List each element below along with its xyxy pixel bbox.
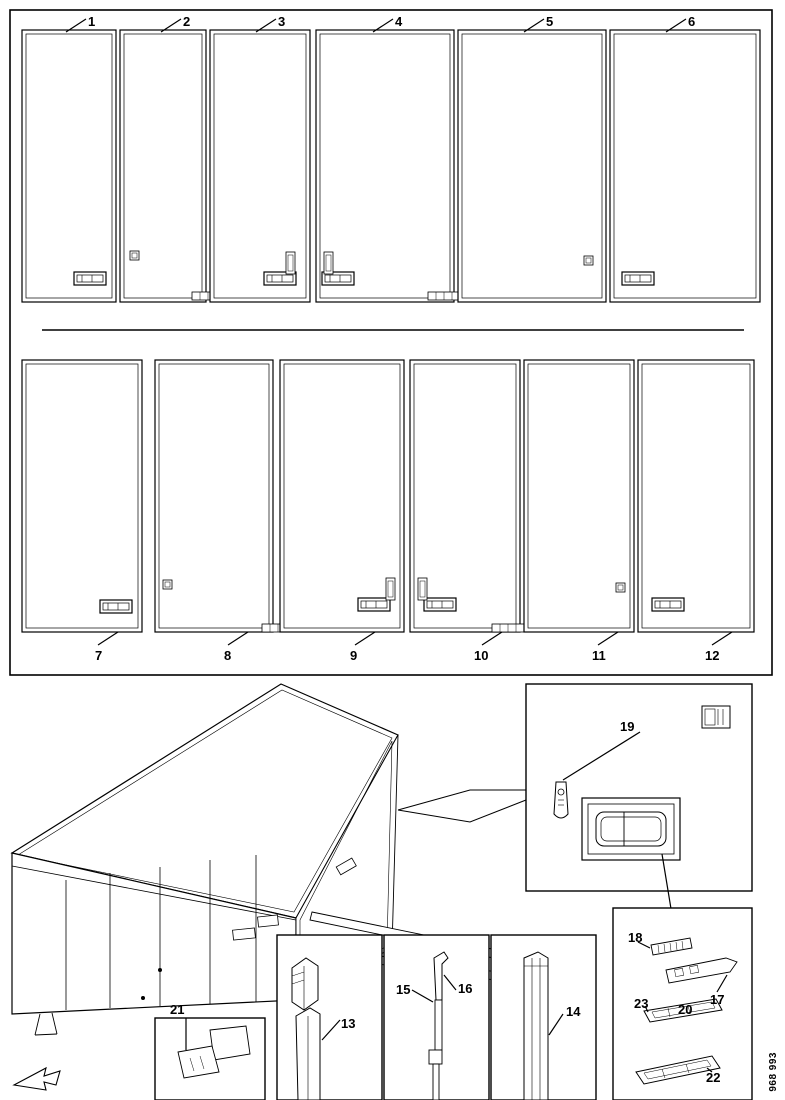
callout-3: 3: [278, 14, 286, 29]
callout-16: 16: [458, 981, 473, 996]
callout-14: 14: [566, 1004, 581, 1019]
callout-22: 22: [706, 1070, 721, 1085]
body-dot-1: [158, 968, 162, 972]
callout-5: 5: [546, 14, 554, 29]
sheet-code: 968 993: [768, 1052, 779, 1092]
callout-15: 15: [396, 982, 411, 997]
callout-8: 8: [224, 648, 232, 663]
callout-20: 20: [678, 1002, 693, 1017]
callout-12: 12: [705, 648, 720, 663]
callout-10: 10: [474, 648, 489, 663]
callout-9: 9: [350, 648, 358, 663]
body-dot-2: [141, 996, 145, 1000]
callout-4: 4: [395, 14, 403, 29]
callout-2: 2: [183, 14, 191, 29]
callout-13: 13: [341, 1016, 356, 1031]
callout-19: 19: [620, 719, 635, 734]
callout-18: 18: [628, 930, 643, 945]
callout-6: 6: [688, 14, 696, 29]
body-handle-b: [258, 915, 279, 927]
callout-1: 1: [88, 14, 96, 29]
callout-23: 23: [634, 996, 649, 1011]
part-14: [524, 952, 548, 1100]
body-handle-a: [233, 928, 256, 940]
direction-arrow: [14, 1068, 60, 1090]
detail-callout-line: [398, 790, 526, 810]
callout-7: 7: [95, 648, 103, 663]
callout-17: 17: [710, 992, 725, 1007]
detail-box-13: [277, 935, 382, 1100]
callout-11: 11: [592, 648, 606, 663]
callout-21: 21: [170, 1002, 185, 1017]
